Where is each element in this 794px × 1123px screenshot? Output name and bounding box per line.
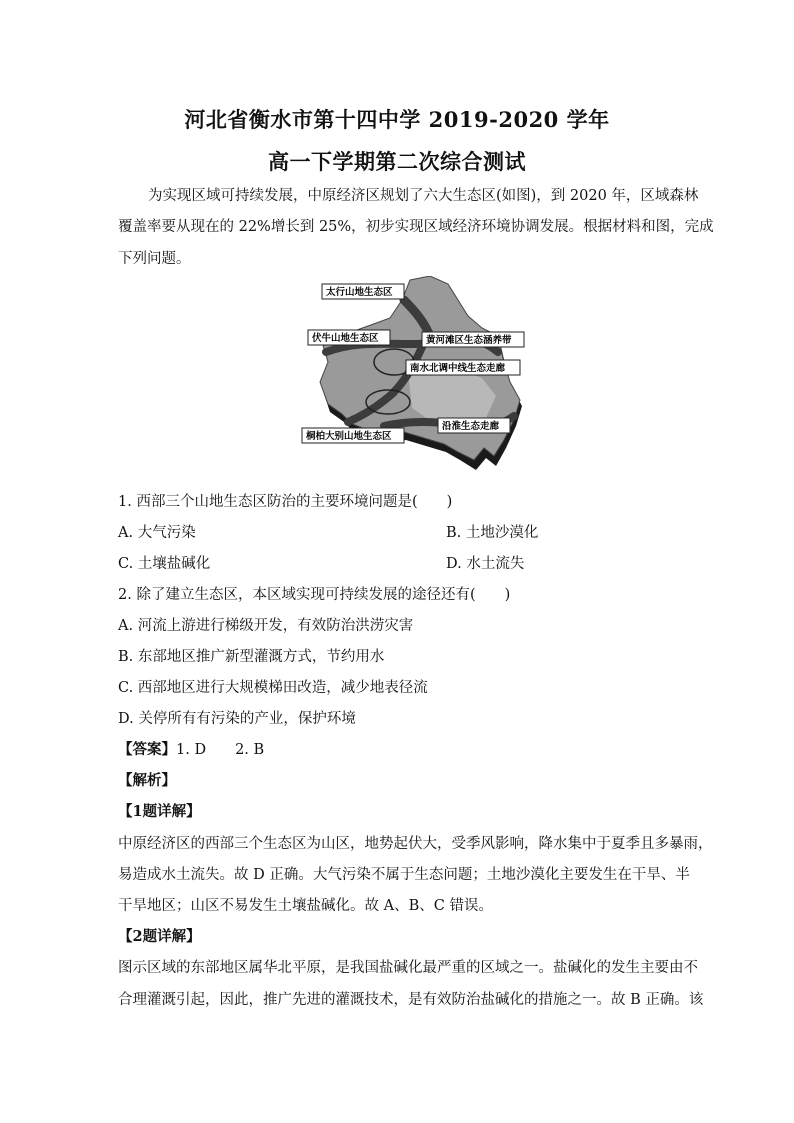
q1-stem: 1. 西部三个山地生态区防治的主要环境问题是( ) (118, 494, 453, 510)
q1-option-d: D. 水土流失 (446, 556, 525, 572)
map-label-huanghe: 黄河滩区生态涵养带 (426, 335, 512, 346)
map-label-tongbai: 桐柏大别山地生态区 (306, 431, 392, 442)
ecological-zone-map (300, 276, 530, 476)
detail2-line2: 合理灌溉引起，因此，推广先进的灌溉技术，是有效防治盐碱化的措施之一。故 B 正确。该 (118, 992, 704, 1008)
q1-option-a: A. 大气污染 (118, 525, 196, 541)
q2-option-d: D. 关停所有有污染的产业，保护环境 (118, 711, 356, 727)
document-title-line1: 河北省衡水市第十四中学 2019-2020 学年 (184, 107, 610, 132)
q1-option-b: B. 土地沙漠化 (446, 525, 539, 541)
answer-line (118, 738, 264, 759)
answer-text: 1. D 2. B (176, 742, 265, 758)
intro-line3: 下列问题。 (118, 251, 191, 267)
map-label-taihang: 太行山地生态区 (326, 287, 393, 298)
detail2-label: 【2题详解】 (118, 928, 201, 945)
detail1-line2: 易造成水土流失。故 D 正确。大气污染不属于生态问题；土地沙漠化主要发生在干旱、半 (118, 867, 690, 883)
analysis-label: 【解析】 (118, 772, 176, 789)
q2-option-a: A. 河流上游进行梯级开发，有效防治洪涝灾害 (118, 618, 414, 634)
intro-line1: 为实现区域可持续发展，中原经济区规划了六大生态区(如图)，到 2020 年，区域森林 (148, 188, 699, 204)
detail1-line3: 干旱地区；山区不易发生土壤盐碱化。故 A、B、C 错误。 (118, 898, 493, 914)
detail1-line1: 中原经济区的西部三个生态区为山区，地势起伏大，受季风影响，降水集中于夏季且多暴雨， (118, 836, 713, 852)
q1-option-c: C. 土壤盐碱化 (118, 556, 211, 572)
q2-option-c: C. 西部地区进行大规模梯田改造，减少地表径流 (118, 680, 428, 696)
detail2-line1: 图示区域的东部地区属华北平原，是我国盐碱化最严重的区域之一。盐碱化的发生主要由不 (118, 960, 698, 976)
answer-label: 【答案】 (118, 741, 176, 758)
document-title-line2: 高一下学期第二次综合测试 (268, 149, 526, 174)
map-label-funiu: 伏牛山地生态区 (312, 333, 379, 344)
intro-line2: 覆盖率要从现在的 22%增长到 25%，初步实现区域经济环境协调发展。根据材料和图，完成 (118, 219, 714, 235)
q2-option-b: B. 东部地区推广新型灌溉方式，节约用水 (118, 649, 385, 665)
q2-stem: 2. 除了建立生态区，本区域实现可持续发展的途径还有( ) (118, 587, 511, 603)
map-label-nanshui: 南水北调中线生态走廊 (410, 363, 506, 374)
detail1-label: 【1题详解】 (118, 803, 201, 820)
map-label-yanhuai: 沿淮生态走廊 (442, 421, 500, 432)
